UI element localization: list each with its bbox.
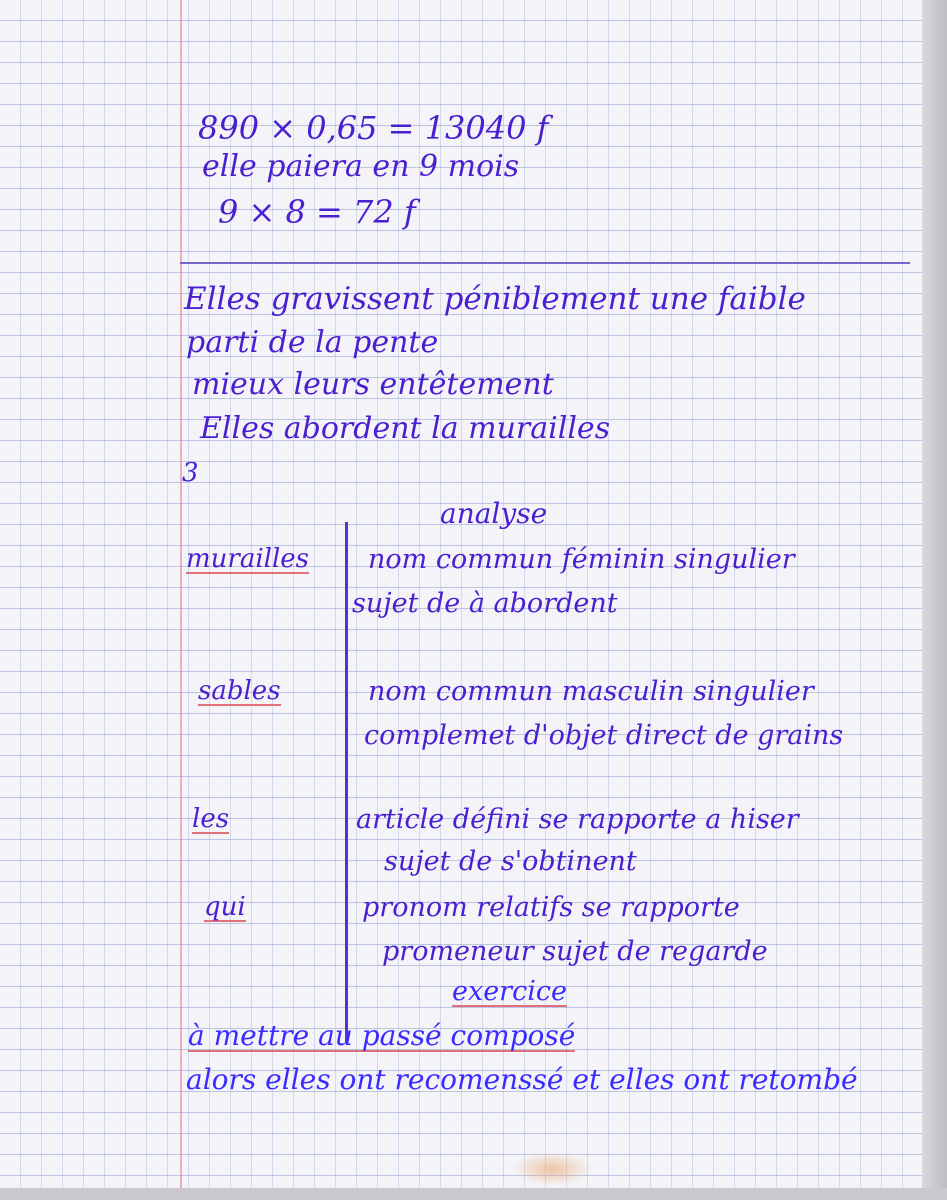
analysis-word-2: sables (198, 676, 281, 706)
analysis-row-1-line-1: nom commun féminin singulier (368, 544, 795, 575)
exercise-instruction: à mettre au passé composé (188, 1019, 576, 1052)
analysis-row-3-line-1: article défini se rapporte a hiser (356, 804, 799, 835)
exercise-number: 3 (182, 458, 199, 488)
analysis-row-1-line-2: sujet de à abordent (352, 588, 618, 619)
analysis-row-2-line-1: nom commun masculin singulier (368, 676, 814, 707)
analysis-vertical-line (345, 522, 348, 1042)
analysis-row-4-line-1: pronom relatifs se rapporte (362, 892, 740, 923)
math-line-2: elle paiera en 9 mois (202, 149, 520, 184)
analysis-heading: analyse (440, 497, 548, 530)
analysis-word-4: qui (204, 892, 246, 922)
margin-line (180, 0, 182, 1188)
analysis-row-4-line-2: promeneur sujet de regarde (382, 936, 768, 967)
ink-stain (512, 1152, 592, 1186)
math-line-1: 890 × 0,65 = 13040 f (198, 109, 549, 147)
text-line-1: Elles gravissent péniblement une faible (184, 281, 806, 317)
section-divider (180, 262, 910, 264)
exercise-answer: alors elles ont recomenssé et elles ont retombé (186, 1063, 858, 1096)
analysis-word-3: les (192, 804, 230, 834)
text-line-2: parti de la pente (186, 325, 439, 360)
text-line-3: mieux leurs entêtement (192, 367, 554, 402)
text-line-4: Elles abordent la murailles (200, 411, 611, 446)
analysis-word-1: murailles (186, 544, 310, 574)
math-line-3: 9 × 8 = 72 f (218, 193, 416, 231)
analysis-row-2-line-2: complemet d'objet direct de grains (364, 720, 844, 751)
analysis-row-3-line-2: sujet de s'obtinent (384, 846, 637, 877)
exercise-heading: exercice (452, 976, 567, 1007)
page-bottom-edge (0, 1188, 947, 1200)
notebook-binding (922, 0, 947, 1200)
